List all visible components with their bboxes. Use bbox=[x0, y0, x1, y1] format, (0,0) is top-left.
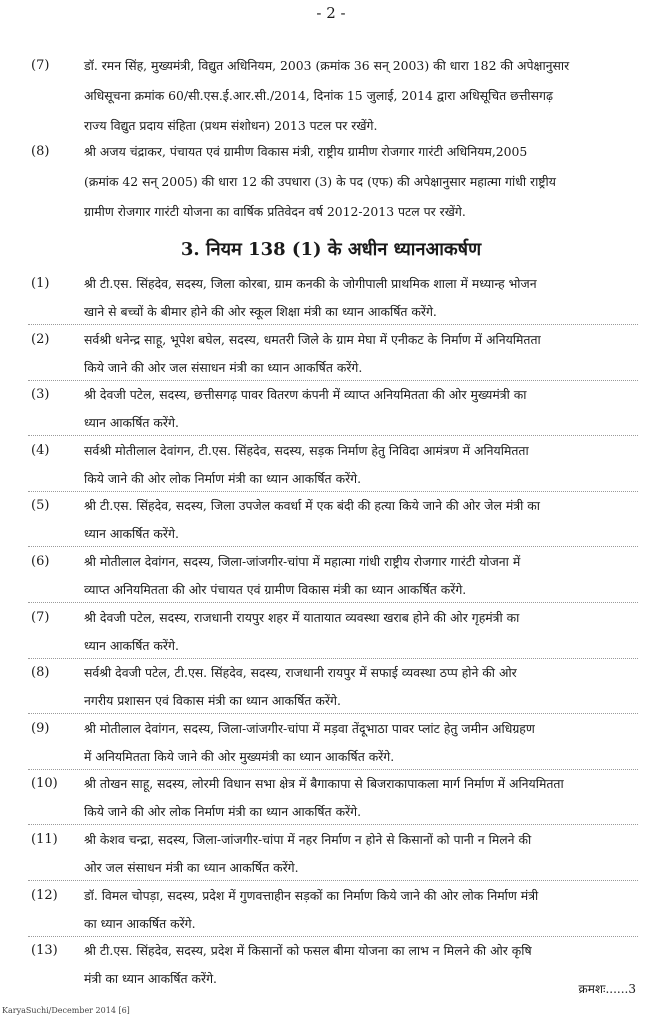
item-text bbox=[84, 326, 640, 382]
item-line: किये जाने की ओर लोक निर्माण मंत्री का ध्यान आकर्षित करेंगे. bbox=[84, 804, 362, 820]
item-text bbox=[84, 770, 640, 826]
item-text bbox=[84, 437, 640, 493]
item-line: अधिसूचना क्रमांक 60/सी.एस.ई.आर.सी./2014, दिनांक 15 जुलाई, 2014 द्वारा अधिसूचित छत्तीसगढ़ bbox=[84, 88, 553, 103]
footer-file-ref: KaryaSuchi/December 2014 [6] bbox=[2, 1006, 130, 1015]
item-line: श्री मोतीलाल देवांगन, सदस्य, जिला-जांजगीर-चांपा में महात्मा गांधी राष्ट्रीय रोजगार गारंटी योजना में bbox=[84, 554, 521, 569]
item-line: डॉ. रमन सिंह, मुख्यमंत्री, विद्युत अधिनियम, 2003 (क्रमांक 36 सन् 2003) की धारा 182 की अपेक्षानुसार bbox=[84, 58, 570, 73]
item-text bbox=[84, 51, 640, 141]
item-number: (1) bbox=[31, 276, 50, 291]
item-number: (9) bbox=[31, 720, 50, 736]
item-line: ध्यान आकर्षित करेंगे. bbox=[84, 526, 179, 542]
item-line: श्री टी.एस. सिंहदेव, सदस्य, जिला कोरबा, ग्राम कनकी के जोगीपाली प्राथमिक शाला में मध्यान्ह भोजन bbox=[84, 276, 537, 291]
item-line: खाने से बच्चों के बीमार होने की ओर स्कूल शिक्षा मंत्री का ध्यान आकर्षित करेंगे. bbox=[84, 304, 437, 319]
item-number: (11) bbox=[31, 832, 58, 847]
item-line: ओर जल संसाधन मंत्री का ध्यान आकर्षित करेंगे. bbox=[84, 860, 299, 875]
item-line: श्री अजय चंद्राकर, पंचायत एवं ग्रामीण विकास मंत्री, राष्ट्रीय ग्रामीण रोजगार गारंटी अधिनियम,2005 bbox=[84, 144, 528, 159]
item-text bbox=[84, 604, 640, 660]
item-text bbox=[84, 137, 640, 227]
item-line: नगरीय प्रशासन एवं विकास मंत्री का ध्यान आकर्षित करेंगे. bbox=[84, 693, 341, 709]
item-number: (10) bbox=[31, 776, 58, 792]
item-number: (7) bbox=[31, 609, 50, 625]
item-number: (2) bbox=[31, 331, 50, 347]
item-text bbox=[84, 715, 640, 771]
item-line: मंत्री का ध्यान आकर्षित करेंगे. bbox=[84, 971, 217, 987]
item-line: श्री मोतीलाल देवांगन, सदस्य, जिला-जांजगीर-चांपा में मड़वा तेंदूभाठा पावर प्लांट हेतु जमीन अधिग्रहण bbox=[84, 720, 535, 736]
item-text bbox=[84, 381, 640, 437]
item-line: श्री टी.एस. सिंहदेव, सदस्य, प्रदेश में किसानों को फसल बीमा योजना का लाभ न मिलने की ओर कृषि bbox=[84, 943, 532, 959]
item-number: (8) bbox=[31, 144, 50, 159]
item-line: (क्रमांक 42 सन् 2005) की धारा 12 की उपधारा (3) के पद (एफ) की अपेक्षानुसार महात्मा गांधी राष्ट्रीय bbox=[84, 174, 556, 189]
continued-marker: क्रमशः......3 bbox=[578, 982, 636, 996]
item-line: श्री टी.एस. सिंहदेव, सदस्य, जिला उपजेल कवर्धा में एक बंदी की हत्या किये जाने की ओर जेल मंत्री का bbox=[84, 498, 540, 514]
item-text bbox=[84, 270, 640, 326]
item-number: (5) bbox=[31, 498, 50, 514]
item-line: ध्यान आकर्षित करेंगे. bbox=[84, 415, 179, 431]
item-number: (6) bbox=[31, 554, 50, 569]
item-number: (13) bbox=[31, 943, 58, 959]
item-line: किये जाने की ओर जल संसाधन मंत्री का ध्यान आकर्षित करेंगे. bbox=[84, 359, 363, 375]
item-number: (12) bbox=[31, 887, 58, 903]
item-line: राज्य विद्युत प्रदाय संहिता (प्रथम संशोधन) 2013 पटल पर रखेंगे. bbox=[84, 118, 378, 133]
item-line: श्री तोखन साहू, सदस्य, लोरमी विधान सभा क्षेत्र में बैगाकापा से बिजराकापाकला मार्ग निर्माण में अनियमितता bbox=[84, 776, 564, 792]
item-text bbox=[84, 882, 640, 938]
item-text bbox=[84, 548, 640, 604]
item-line: सर्वश्री मोतीलाल देवांगन, टी.एस. सिंहदेव, सदस्य, सड़क निर्माण हेतु निविदा आमंत्रण में अनियमितता bbox=[84, 442, 529, 458]
item-line: ध्यान आकर्षित करेंगे. bbox=[84, 637, 179, 653]
item-line: श्री केशव चन्द्रा, सदस्य, जिला-जांजगीर-चांपा में नहर निर्माण न होने से किसानों को पानी न मिलने की bbox=[84, 832, 532, 847]
item-number: (8) bbox=[31, 665, 50, 681]
item-line: व्याप्त अनियमितता की ओर पंचायत एवं ग्रामीण विकास मंत्री का ध्यान आकर्षित करेंगे. bbox=[84, 582, 467, 597]
item-line: श्री देवजी पटेल, सदस्य, छत्तीसगढ़ पावर वितरण कंपनी में व्याप्त अनियमितता की ओर मुख्यमंत्री का bbox=[84, 387, 527, 403]
item-number: (4) bbox=[31, 442, 50, 458]
item-text bbox=[84, 826, 640, 882]
item-line: श्री देवजी पटेल, सदस्य, राजधानी रायपुर शहर में यातायात व्यवस्था खराब होने की ओर गृहमंत्री का bbox=[84, 609, 520, 625]
section-heading: 3. नियम 138 (1) के अधीन ध्यानआकर्षण bbox=[180, 239, 482, 260]
item-text bbox=[84, 492, 640, 548]
item-text bbox=[84, 937, 640, 993]
item-line: सर्वश्री धनेन्द्र साहू, भूपेश बघेल, सदस्य, धमतरी जिले के ग्राम मेघा में एनीकट के निर्माण में अनियमितता bbox=[84, 331, 541, 347]
page-number: - 2 - bbox=[316, 4, 346, 22]
item-line: का ध्यान आकर्षित करेंगे. bbox=[84, 915, 196, 931]
item-line: सर्वश्री देवजी पटेल, टी.एस. सिंहदेव, सदस्य, राजधानी रायपुर में सफाई व्यवस्था ठप्प होने की ओर bbox=[84, 665, 517, 681]
item-number: (3) bbox=[31, 387, 50, 403]
item-line: ग्रामीण रोजगार गारंटी योजना का वार्षिक प्रतिवेदन वर्ष 2012-2013 पटल पर रखेंगे. bbox=[84, 204, 466, 219]
item-line: डॉ. विमल चोपड़ा, सदस्य, प्रदेश में गुणवत्ताहीन सड़कों का निर्माण किये जाने की ओर लोक निर्माण मंत्री bbox=[84, 887, 539, 903]
item-line: में अनियमितता किये जाने की ओर मुख्यमंत्री का ध्यान आकर्षित करेंगे. bbox=[84, 748, 395, 764]
item-number: (7) bbox=[31, 58, 50, 73]
item-text bbox=[84, 659, 640, 715]
item-line: किये जाने की ओर लोक निर्माण मंत्री का ध्यान आकर्षित करेंगे. bbox=[84, 470, 362, 486]
